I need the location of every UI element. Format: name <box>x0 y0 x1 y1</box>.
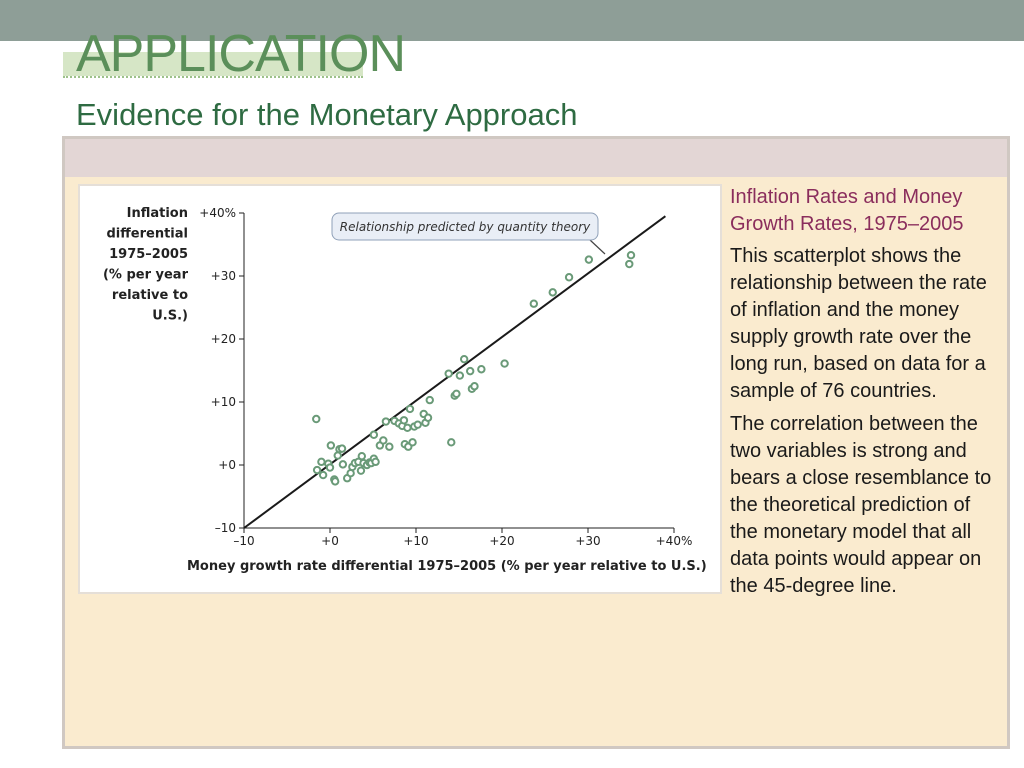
data-point <box>409 439 415 445</box>
data-point <box>550 289 556 295</box>
callout-pointer <box>590 240 605 254</box>
data-point <box>478 366 484 372</box>
data-point <box>566 274 572 280</box>
slide-subtitle: Evidence for the Monetary Approach <box>76 97 578 132</box>
caption-paragraph-1: This scatterplot shows the relationship between the rate of inflation and the money supply growth rate over the long run, based on data for a sample of 76 countries. <box>730 245 987 402</box>
figure-frame <box>62 136 1010 749</box>
y-axis-label-line: U.S.) <box>152 308 188 324</box>
y-axis-label-line: 1975–2005 <box>109 247 188 262</box>
data-point <box>386 444 392 450</box>
data-point <box>328 442 334 448</box>
data-point <box>457 372 463 378</box>
data-point <box>628 252 634 258</box>
data-point <box>332 478 338 484</box>
y-axis-label-line: Inflation <box>126 206 188 221</box>
data-point <box>372 459 378 465</box>
figure-caption-title: Inflation Rates and Money Growth Rates, 1975–2005 <box>730 186 964 235</box>
x-tick-label: +10 <box>403 534 429 548</box>
callout-label: Relationship predicted by quantity theory <box>339 220 591 234</box>
data-point <box>461 356 467 362</box>
y-axis-label-line: (% per year <box>102 267 188 283</box>
data-point <box>327 464 333 470</box>
data-point <box>586 256 592 262</box>
y-tick-label: –10 <box>214 521 236 535</box>
data-point <box>445 370 451 376</box>
data-point <box>320 472 326 478</box>
figure-caption-body <box>730 243 1002 606</box>
x-axis-label: Money growth rate differential 1975–2005 (% per year relative to U.S.) <box>187 559 707 574</box>
x-tick-label: +40% <box>655 534 693 548</box>
y-axis-label-line: differential <box>106 226 188 242</box>
data-point <box>314 467 320 473</box>
data-point <box>404 425 410 431</box>
quantity-theory-line <box>244 216 665 528</box>
data-point <box>340 461 346 467</box>
data-point <box>501 360 507 366</box>
data-point <box>531 301 537 307</box>
data-point <box>448 439 454 445</box>
x-tick-label: +30 <box>575 534 601 548</box>
y-tick-label: +10 <box>210 395 236 409</box>
slide-title: APPLICATION <box>76 25 406 83</box>
data-point <box>380 437 386 443</box>
data-point <box>407 406 413 412</box>
data-point <box>626 261 632 267</box>
data-point <box>371 432 377 438</box>
data-point <box>425 415 431 421</box>
x-tick-label: +0 <box>321 534 339 548</box>
data-point <box>471 383 477 389</box>
data-point <box>453 391 459 397</box>
data-point <box>313 416 319 422</box>
data-point <box>318 459 324 465</box>
data-point <box>383 418 389 424</box>
scatter-chart-panel <box>78 184 722 594</box>
y-tick-label: +30 <box>210 269 236 283</box>
y-axis-label-line: relative to <box>111 288 188 303</box>
y-tick-label: +40% <box>199 206 236 220</box>
y-tick-label: +20 <box>210 332 236 346</box>
x-tick-label: +20 <box>489 534 515 548</box>
frame-header-band <box>65 139 1007 177</box>
data-point <box>358 467 364 473</box>
data-point <box>339 445 345 451</box>
scatter-chart <box>80 186 720 592</box>
data-point <box>467 368 473 374</box>
data-point <box>415 421 421 427</box>
x-tick-label: –10 <box>233 534 255 548</box>
y-tick-label: +0 <box>218 458 236 472</box>
data-point <box>427 397 433 403</box>
caption-paragraph-2: The correlation between the two variables is strong and bears a close resemblance to the theoretical prediction of the monetary model that all data points would appear on the 45-degree line. <box>730 413 992 597</box>
data-point <box>359 453 365 459</box>
data-point <box>401 417 407 423</box>
